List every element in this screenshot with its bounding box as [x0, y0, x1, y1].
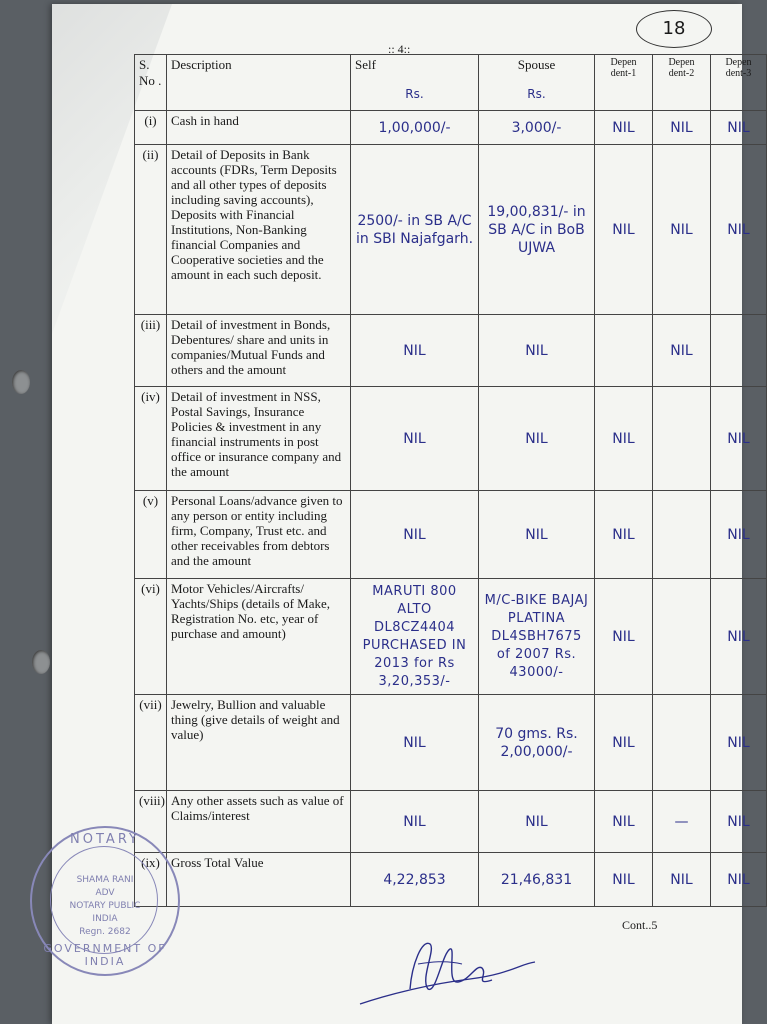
row-description: Any other assets such as value of Claims/interest: [167, 791, 351, 853]
header-self: [351, 55, 479, 111]
row-dependent-2-value: [653, 387, 711, 491]
row-dependent-1-value: NIL: [595, 111, 653, 145]
row-dependent-2-value: NIL: [653, 853, 711, 907]
row-self-value: 1,00,000/-: [351, 111, 479, 145]
row-dependent-2-value: NIL: [653, 145, 711, 315]
notary-seal: [30, 826, 180, 976]
row-dependent-2-value: NIL: [653, 111, 711, 145]
row-description: Jewelry, Bullion and valuable thing (give details of weight and value): [167, 695, 351, 791]
row-dependent-3-value: NIL: [711, 111, 767, 145]
seal-bottom-text: GOVERNMENT OF INDIA: [43, 942, 167, 968]
table-row: [135, 145, 767, 315]
row-spouse-value: 19,00,831/- in SB A/C in BoB UJWA: [479, 145, 595, 315]
row-self-value: NIL: [351, 491, 479, 579]
header-dependent-2: Depen dent-2: [653, 55, 711, 111]
row-description: Motor Vehicles/Aircrafts/ Yachts/Ships (details of Make, Registration No. etc, year of purchase and amount): [167, 579, 351, 695]
table-row: [135, 387, 767, 491]
punch-hole: [12, 370, 30, 394]
row-self-value: 2500/- in SB A/C in SBI Najafgarh.: [351, 145, 479, 315]
row-self-value: NIL: [351, 315, 479, 387]
seal-center-text: [32, 874, 178, 939]
row-dependent-3-value: NIL: [711, 791, 767, 853]
row-self-value: NIL: [351, 695, 479, 791]
table-row: [135, 315, 767, 387]
row-dependent-3-value: NIL: [711, 491, 767, 579]
row-description: Personal Loans/advance given to any person or entity including firm, Company, Trust etc. and other receivables from debtors and the amount: [167, 491, 351, 579]
row-spouse-value: NIL: [479, 387, 595, 491]
table-row: [135, 491, 767, 579]
row-dependent-1-value: NIL: [595, 695, 653, 791]
document-page: [43, 4, 752, 1024]
row-spouse-value: 21,46,831: [479, 853, 595, 907]
table-row: [135, 695, 767, 791]
row-sno: (iv): [135, 387, 167, 491]
header-self-label: Self: [355, 57, 376, 72]
header-spouse: [479, 55, 595, 111]
table-row: [135, 111, 767, 145]
row-dependent-2-value: [653, 695, 711, 791]
seal-adv: ADV: [95, 888, 115, 898]
seal-role: NOTARY PUBLIC: [69, 901, 141, 911]
row-dependent-1-value: NIL: [595, 387, 653, 491]
sheet-number-circled: 18: [636, 10, 712, 48]
table-header-row: [135, 55, 767, 111]
row-spouse-value: NIL: [479, 315, 595, 387]
row-dependent-1-value: NIL: [595, 791, 653, 853]
row-description: Detail of investment in Bonds, Debentures/ share and units in companies/Mutual Funds and others and the amount: [167, 315, 351, 387]
signature: [350, 934, 540, 1014]
row-spouse-value: 3,000/-: [479, 111, 595, 145]
row-dependent-3-value: NIL: [711, 145, 767, 315]
row-dependent-1-value: NIL: [595, 853, 653, 907]
seal-region: INDIA: [92, 914, 118, 924]
header-dependent-3: Depen dent-3: [711, 55, 767, 111]
row-description: Detail of investment in NSS, Postal Savings, Insurance Policies & investment in any financial instruments in post office or insurance company and the amount: [167, 387, 351, 491]
seal-name: SHAMA RANI: [76, 875, 134, 885]
table-row: [135, 791, 767, 853]
row-dependent-3-value: NIL: [711, 695, 767, 791]
row-spouse-value: 70 gms. Rs. 2,00,000/-: [479, 695, 595, 791]
header-description: Description: [167, 55, 351, 111]
row-spouse-value: NIL: [479, 491, 595, 579]
row-dependent-3-value: NIL: [711, 579, 767, 695]
punch-hole: [32, 650, 50, 674]
row-dependent-2-value: NIL: [653, 315, 711, 387]
row-dependent-1-value: NIL: [595, 145, 653, 315]
table-row: [135, 853, 767, 907]
seal-regno: Regn. 2682: [79, 927, 131, 937]
row-self-value: NIL: [351, 791, 479, 853]
table-row: [135, 579, 767, 695]
continued-note: Cont..5: [622, 918, 658, 932]
row-sno: (ii): [135, 145, 167, 315]
row-sno: (ix): [135, 853, 167, 907]
row-self-value: MARUTI 800 ALTO DL8CZ4404 PURCHASED IN 2013 for Rs 3,20,353/-: [351, 579, 479, 695]
assets-table: [134, 54, 767, 907]
row-dependent-1-value: [595, 315, 653, 387]
row-self-value: 4,22,853: [351, 853, 479, 907]
row-description: Detail of Deposits in Bank accounts (FDRs, Term Deposits and all other types of deposits including saving accounts), Deposits with Financial Institutions, Non-Banking financial Companies and Cooperative societies and the amount in each such deposit.: [167, 145, 351, 315]
row-sno: (vi): [135, 579, 167, 695]
row-dependent-2-value: [653, 491, 711, 579]
row-spouse-value: NIL: [479, 791, 595, 853]
row-description: Gross Total Value: [167, 853, 351, 907]
row-spouse-value: M/C-BIKE BAJAJ PLATINA DL4SBH7675 of 2007 Rs. 43000/-: [479, 579, 595, 695]
row-sno: (i): [135, 111, 167, 145]
header-sno: S. No .: [135, 55, 167, 111]
row-dependent-3-value: NIL: [711, 387, 767, 491]
row-sno: (iii): [135, 315, 167, 387]
row-sno: (v): [135, 491, 167, 579]
header-dependent-1: Depen dent-1: [595, 55, 653, 111]
header-spouse-label: Spouse: [517, 57, 556, 72]
row-dependent-2-value: —: [653, 791, 711, 853]
row-sno: (viii): [135, 791, 167, 853]
seal-top-text: NOTARY: [70, 832, 140, 847]
page-number: :: 4::: [388, 42, 411, 56]
self-currency: Rs.: [405, 87, 424, 101]
row-dependent-1-value: NIL: [595, 491, 653, 579]
row-dependent-3-value: [711, 315, 767, 387]
row-dependent-2-value: [653, 579, 711, 695]
row-dependent-1-value: NIL: [595, 579, 653, 695]
row-description: Cash in hand: [167, 111, 351, 145]
row-sno: (vii): [135, 695, 167, 791]
row-self-value: NIL: [351, 387, 479, 491]
row-dependent-3-value: NIL: [711, 853, 767, 907]
spouse-currency: Rs.: [527, 87, 546, 101]
